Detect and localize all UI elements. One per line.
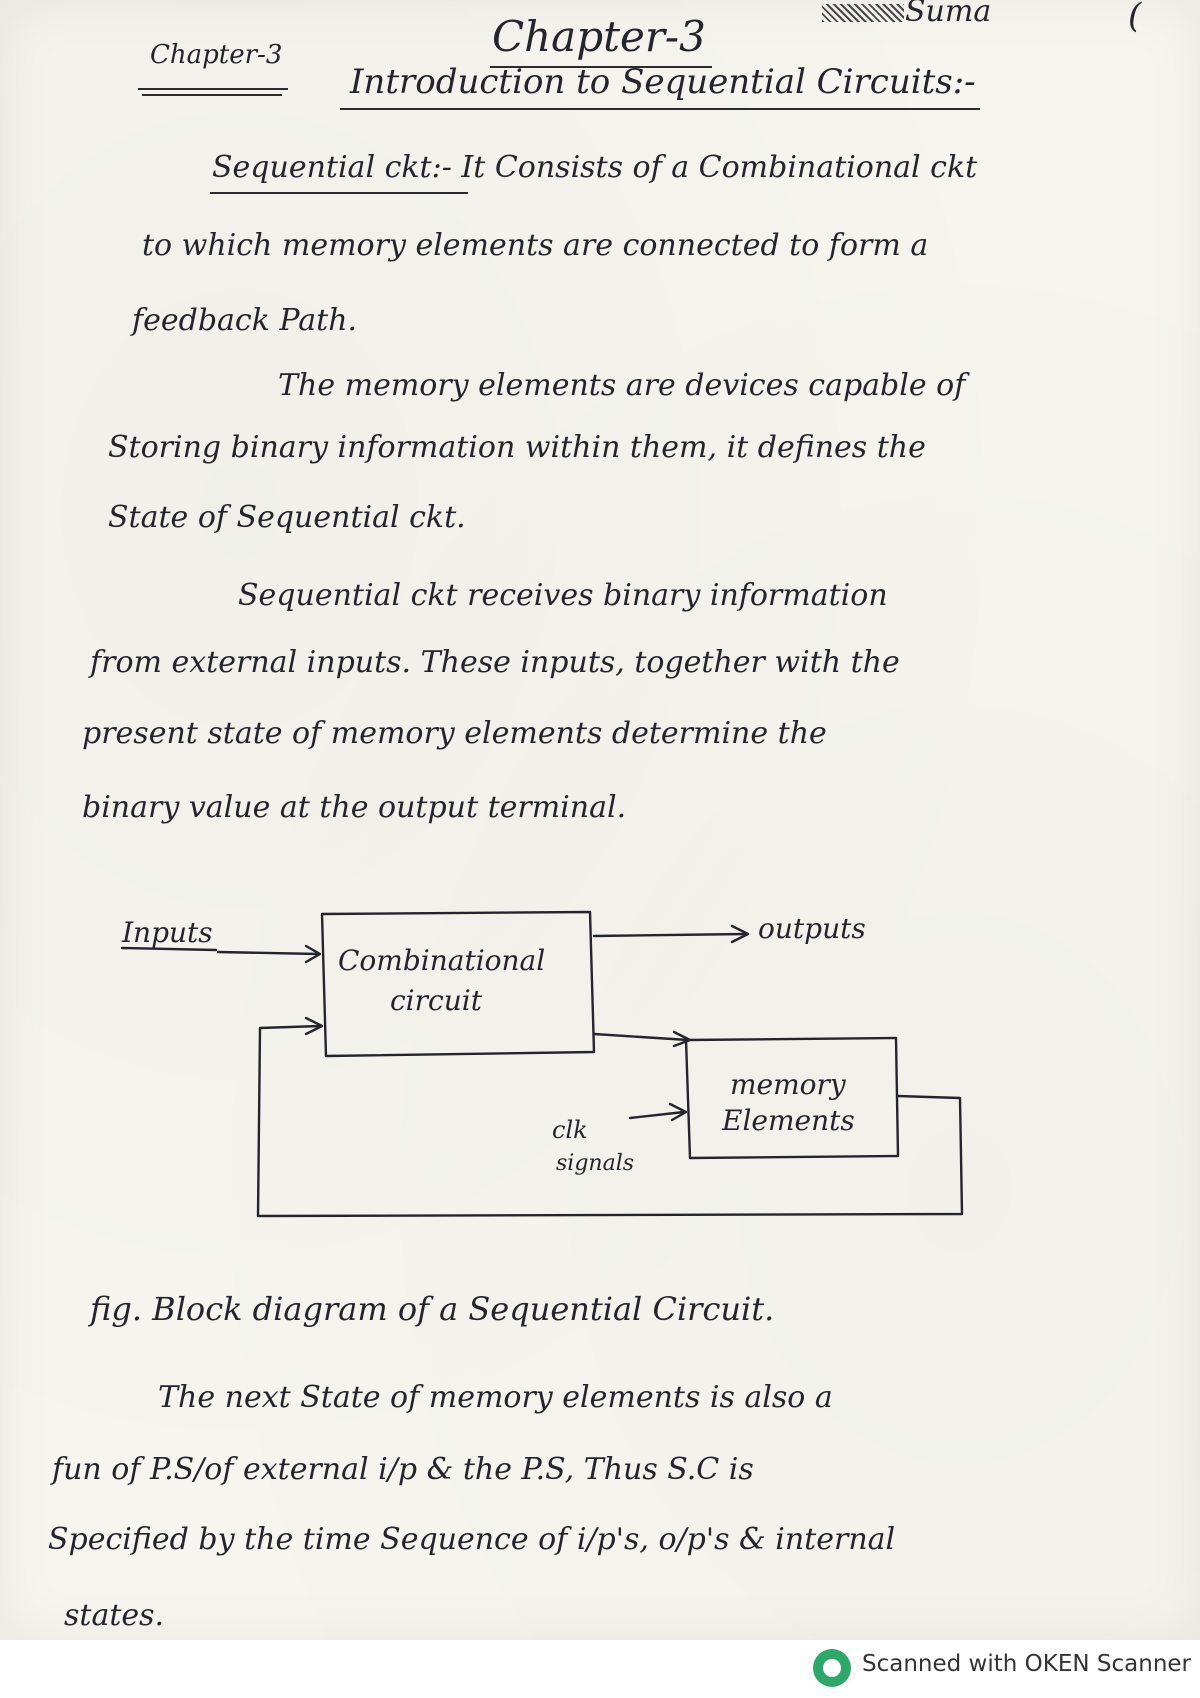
- chapter-heading: Chapter-3: [492, 12, 706, 61]
- chapter-title: Introduction to Sequential Circuits:-: [350, 62, 976, 102]
- text-line: present state of memory elements determine the: [82, 716, 827, 751]
- combinational-label: Combinational: [338, 944, 546, 977]
- memory-label: memory: [730, 1068, 846, 1101]
- text-line: The next State of memory elements is also a: [158, 1380, 833, 1415]
- text-line: Sequential ckt:- It Consists of a Combinational ckt: [212, 150, 978, 185]
- text-line: Specified by the time Sequence of i/p's, o/p's & internal: [48, 1522, 896, 1557]
- text-line: fun of P.S/of external i/p & the P.S, Thus S.C is: [52, 1452, 754, 1487]
- margin-paren: (: [1128, 0, 1142, 36]
- comb-to-memory-arrow: [594, 1034, 688, 1040]
- scanner-watermark-text: Scanned with OKEN Scanner: [862, 1651, 1191, 1677]
- elements-label: Elements: [722, 1104, 855, 1137]
- text-line: Storing binary information within them, it defines the: [108, 430, 926, 465]
- oken-scanner-logo-icon: [813, 1649, 851, 1687]
- text-line: states.: [64, 1598, 165, 1633]
- chapter-label-small: Chapter-3: [150, 40, 283, 70]
- text-line: Sequential ckt receives binary information: [238, 578, 888, 613]
- signals-label: signals: [556, 1151, 635, 1176]
- text-line: to which memory elements are connected to form a: [142, 228, 929, 263]
- figure-caption: fig. Block diagram of a Sequential Circuit.: [90, 1290, 775, 1328]
- inputs-label: Inputs: [122, 916, 213, 949]
- text-line: feedback Path.: [132, 303, 358, 338]
- outputs-label: outputs: [758, 912, 866, 945]
- author-name: Suma: [905, 0, 992, 29]
- inputs-arrow: [218, 952, 318, 954]
- text-line: The memory elements are devices capable of: [278, 368, 966, 403]
- text-line: State of Sequential ckt.: [108, 500, 466, 535]
- text-line: binary value at the output terminal.: [82, 790, 627, 825]
- outputs-arrow: [594, 934, 746, 936]
- clk-label: clk: [552, 1116, 588, 1144]
- circuit-label: circuit: [390, 984, 482, 1017]
- text-line: from external inputs. These inputs, together with the: [90, 645, 900, 680]
